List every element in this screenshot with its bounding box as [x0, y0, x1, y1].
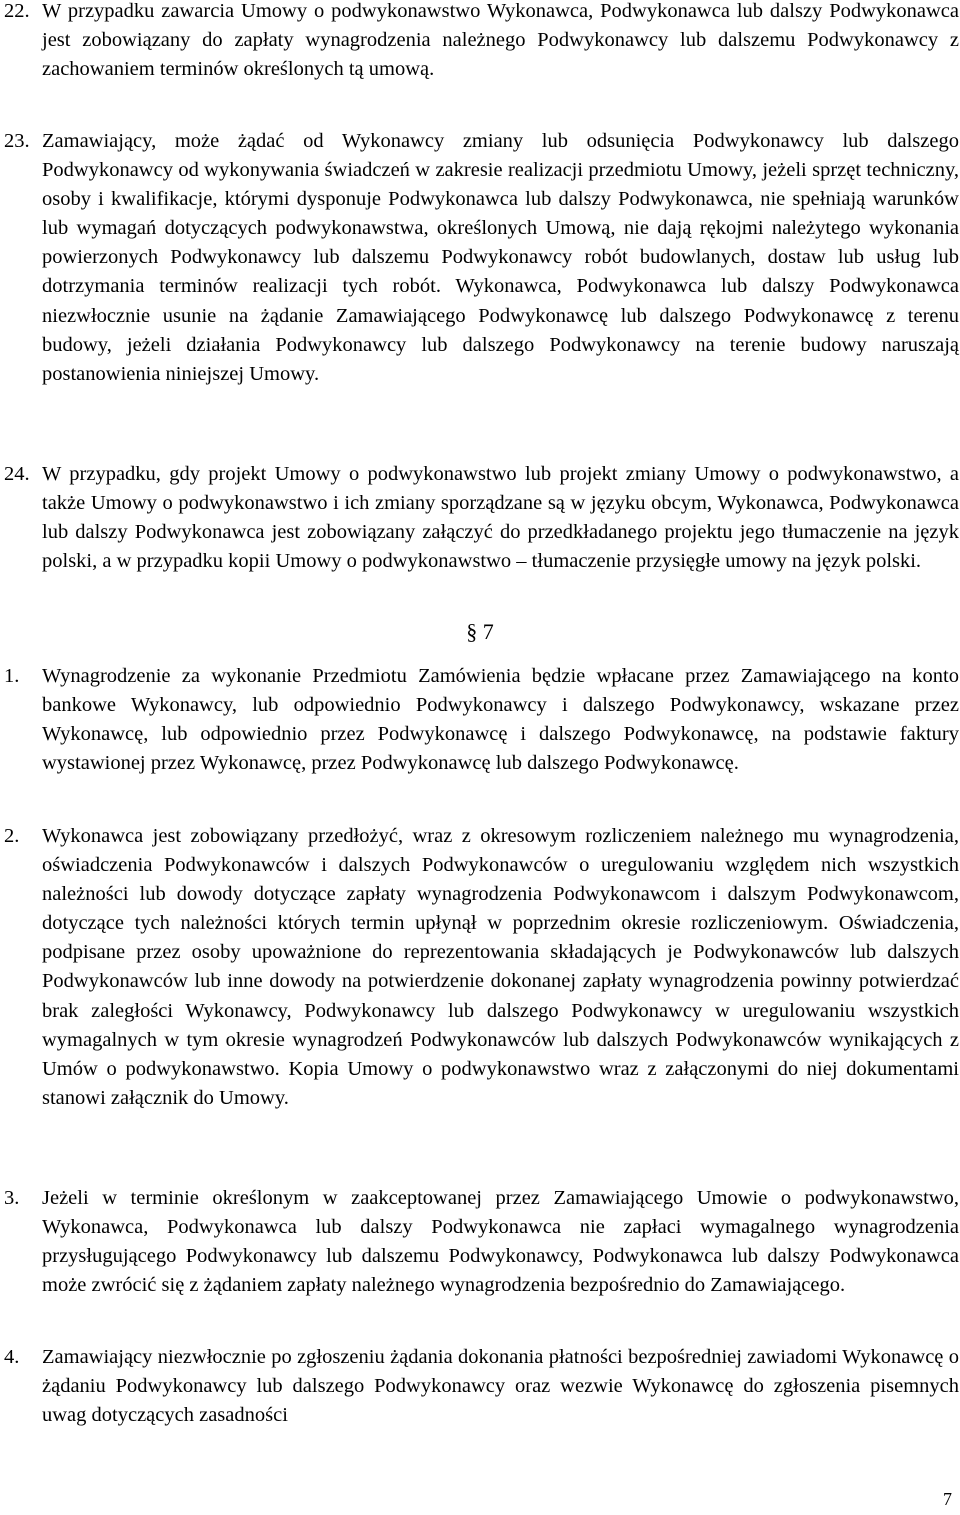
- list-item-4: [0, 1343, 960, 1430]
- item-number: 1.: [4, 665, 20, 687]
- item-text: W przypadku zawarcia Umowy o podwykonawstwo Wykonawca, Podwykonawca lub dalszy Podwykonawca jest zobowiązany do zapłaty wynagrodzenia należnego Podwykonawcy lub dalszemu Podwykonawcy z zachowaniem terminów określonych tą umową.: [42, 0, 959, 81]
- item-text: Wynagrodzenie za wykonanie Przedmiotu Zamówienia będzie wpłacane przez Zamawiającego na konto bankowe Wykonawcy, lub odpowiednio Podwykonawcy i dalszego Podwykonawcy, wskazane przez Wykonawcę, lub odpowiednio przez Podwykonawcę i dalszego Podwykonawcę, na podstawie faktury wystawionej przez Wykonawcę, przez Podwykonawcę lub dalszego Podwykonawcę.: [42, 665, 959, 775]
- list-item-23: [0, 127, 960, 389]
- list-item-3: [0, 1184, 960, 1300]
- item-number: 23.: [4, 130, 30, 152]
- item-text: Wykonawca jest zobowiązany przedłożyć, wraz z okresowym rozliczeniem należnego mu wynagrodzenia, oświadczenia Podwykonawców i dalszych Podwykonawców o uregulowaniu względem nich wszystkich należności lub dowody dotyczące zapłaty wynagrodzenia Podwykonawcom i dalszym Podwykonawcom, dotyczące tych należności których termin upłynął w poprzednim okresie rozliczeniowym. Oświadczenia, podpisane przez osoby upoważnione do reprezentowania składających je Podwykonawców lub dalszych Podwykonawców lub inne dowody na potwierdzenie dokonanej zapłaty wynagrodzenia powinny potwierdzać brak zaległości Wykonawcy, Podwykonawcy lub dalszego Podwykonawcy w uregulowaniu wszystkich wymagalnych w tym okresie wynagrodzeń Podwykonawców lub dalszych Podwykonawców wynikających z Umów o podwykonawstwo. Kopia Umowy o podwykonawstwo wraz z załączonymi do niej dokumentami stanowi załącznik do Umowy.: [42, 825, 959, 1109]
- page-number: 7: [943, 1489, 952, 1509]
- list-item-22: [0, 0, 960, 84]
- section-heading: § 7: [466, 619, 494, 644]
- list-item-2: [0, 822, 960, 1113]
- item-text: Zamawiający niezwłocznie po zgłoszeniu żądania dokonania płatności bezpośredniej zawiadomi Wykonawcę o żądaniu Podwykonawcy lub dalszego Podwykonawcy oraz wezwie Wykonawcę do zgłoszenia pisemnych uwag dotyczących zasadności: [42, 1346, 959, 1427]
- list-item-24: [0, 460, 960, 576]
- item-number: 24.: [4, 463, 30, 485]
- list-item-1: [0, 662, 960, 778]
- item-number: 3.: [4, 1187, 20, 1209]
- item-text: W przypadku, gdy projekt Umowy o podwykonawstwo lub projekt zmiany Umowy o podwykonawstwo, a także Umowy o podwykonawstwo i ich zmiany sporządzane są w języku obcym, Wykonawca, Podwykonawca lub dalszy Podwykonawca jest zobowiązany załączyć do przedkładanego projektu jego tłumaczenie na język polski, a w przypadku kopii Umowy o podwykonawstwo – tłumaczenie przysięgłe umowy na język polski.: [42, 463, 959, 573]
- item-number: 4.: [4, 1346, 20, 1368]
- item-number: 2.: [4, 825, 20, 847]
- item-text: Jeżeli w terminie określonym w zaakceptowanej przez Zamawiającego Umowie o podwykonawstwo, Wykonawca, Podwykonawca lub dalszy Podwykonawca nie zapłaci wymagalnego wynagrodzenia przysługującego Podwykonawcy lub dalszemu Podwykonawcy, Podwykonawca lub dalszy Podwykonawca może zwrócić się z żądaniem zapłaty należnego wynagrodzenia bezpośrednio do Zamawiającego.: [42, 1187, 959, 1297]
- item-text: Zamawiający, może żądać od Wykonawcy zmiany lub odsunięcia Podwykonawcy lub dalszego Podwykonawcy od wykonywania świadczeń w zakresie realizacji przedmiotu Umowy, jeżeli sprzęt techniczny, osoby i kwalifikacje, którymi dysponuje Podwykonawca lub dalszy Podwykonawca, nie spełniają warunków lub wymagań dotyczących podwykonawstwa, określonych Umową, nie dają rękojmi należytego wykonania powierzonych Podwykonawcy lub dalszemu Podwykonawcy robót budowlanych, dostaw lub usług lub dotrzymania terminów realizacji tych robót. Wykonawca, Podwykonawca lub dalszy Podwykonawca niezwłocznie usunie na żądanie Zamawiającego Podwykonawcę lub dalszego Podwykonawcę z terenu budowy, jeżeli działania Podwykonawcy lub dalszego Podwykonawcy na terenie budowy naruszają postanowienia niniejszej Umowy.: [42, 130, 959, 385]
- item-number: 22.: [4, 0, 30, 22]
